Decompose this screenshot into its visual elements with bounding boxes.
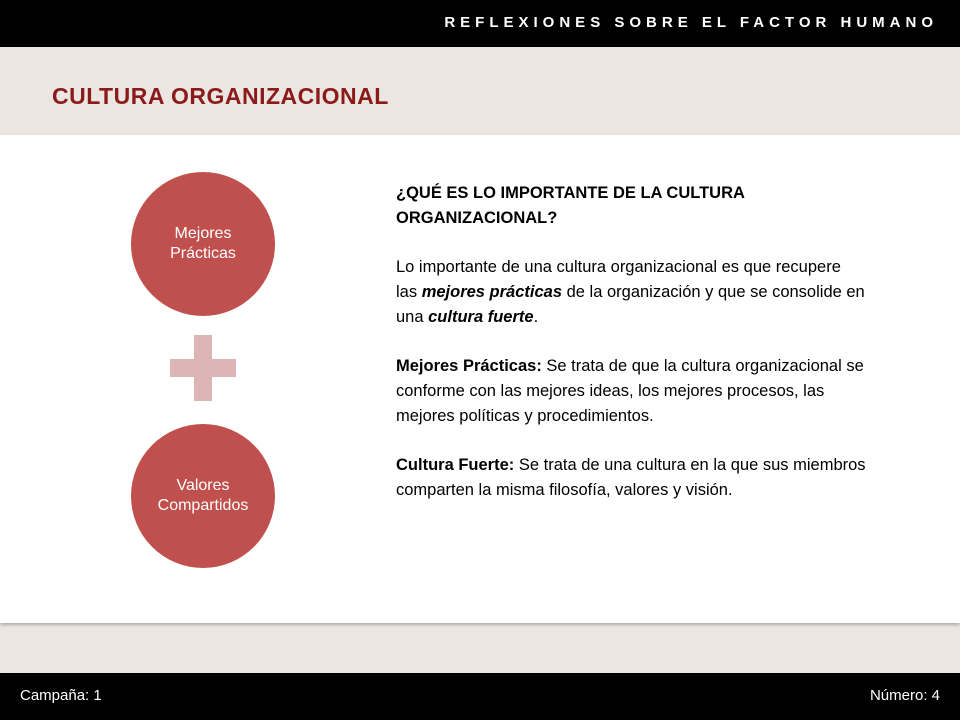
circle-mejores-practicas	[131, 172, 275, 316]
emphasis: cultura fuerte	[428, 308, 534, 326]
circle-label: Mejores Prácticas	[170, 225, 236, 262]
term-label: Cultura Fuerte:	[396, 456, 515, 474]
content-panel	[0, 135, 960, 623]
text: Se trata de que la cultura organizacional se conforme con las mejores ideas, los mejores procesos, las mejores políticas y procedimientos.	[396, 357, 864, 425]
paragraph-importance	[396, 255, 866, 330]
slide-title: CULTURA ORGANIZACIONAL	[52, 83, 389, 109]
footer-number: Número: 4	[869, 687, 940, 704]
title-band	[0, 47, 960, 135]
paragraph-mejores-practicas	[396, 354, 866, 429]
text-column	[396, 181, 866, 527]
top-bar	[0, 0, 960, 47]
text: de la organización y que se consolide en una	[396, 283, 865, 326]
emphasis: mejores prácticas	[421, 283, 563, 301]
footer-bar	[0, 673, 960, 720]
text: .	[533, 308, 539, 326]
series-title: REFLEXIONES SOBRE EL FACTOR HUMANO	[444, 14, 938, 31]
question-heading: ¿QUÉ ES LO IMPORTANTE DE LA CULTURA ORGANIZACIONAL?	[396, 184, 745, 227]
circle-valores-compartidos	[131, 424, 275, 568]
text: Se trata de una cultura en la que sus miembros comparten la misma filosofía, valores y visión.	[396, 456, 866, 499]
footer-campaign: Campaña: 1	[20, 687, 102, 704]
circle-label: Valores Compartidos	[157, 477, 249, 514]
paragraph-cultura-fuerte	[396, 453, 866, 503]
text: Lo importante de una cultura organizacional es que recupere las	[396, 258, 841, 301]
plus-icon	[170, 335, 236, 401]
term-label: Mejores Prácticas:	[396, 357, 542, 375]
